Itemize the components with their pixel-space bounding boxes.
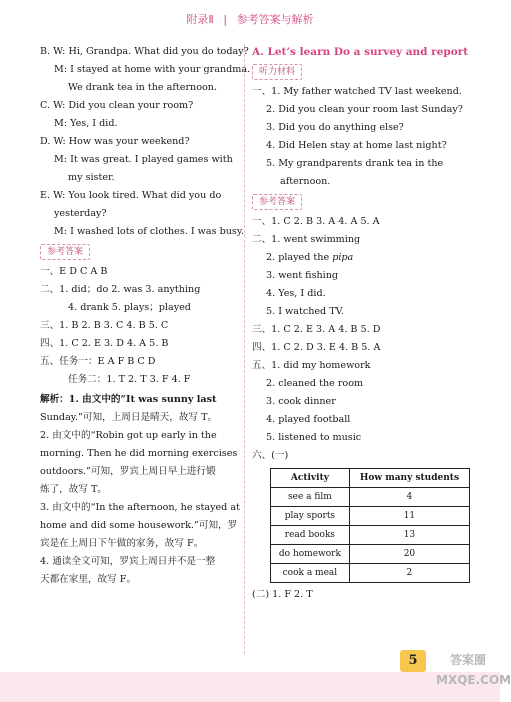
table-row [271, 564, 470, 583]
table-cell-count: 2 [349, 564, 469, 583]
key-5-2: 2. cleaned the room [266, 378, 364, 389]
listening-1: 一、1. My father watched TV last weekend. [252, 86, 462, 97]
analysis-line4: morning. Then he did morning exercises [40, 448, 238, 459]
key-5-3: 3. cook dinner [266, 396, 336, 407]
key-2-5: 5. I watched TV. [266, 306, 344, 317]
dialog-b-line1: B. W: Hi, Grandpa. What did you do today? [40, 46, 249, 57]
answer-5-task2: 任务二：1. T 2. T 3. F 4. F [68, 374, 191, 385]
header-separator: | [223, 13, 228, 26]
answer-key-tag: 参考答案 [40, 244, 90, 260]
table-cell-activity: see a film [271, 488, 350, 507]
answer-key-tag-right: 参考答案 [252, 194, 302, 210]
table-row [271, 526, 470, 545]
page-header [0, 0, 500, 40]
analysis-line6: 炼了，故写 T。 [40, 484, 108, 495]
table-header-count: How many students [349, 469, 469, 488]
key-5-5: 5. listened to music [266, 432, 362, 443]
key-2-2 [252, 252, 480, 264]
analysis-line7: 3. 由文中的“In the afternoon, he stayed at [40, 502, 240, 513]
analysis-line3: 2. 由文中的“Robin got up early in the [40, 430, 217, 441]
table-row [271, 545, 470, 564]
listening-5: 5. My grandparents drank tea in the [266, 158, 444, 169]
analysis-line5: outdoors.”可知，罗宾上周日早上进行锻 [40, 466, 216, 477]
page-number: 5 [400, 650, 426, 672]
key-6-heading: 六、(一) [252, 450, 289, 461]
key-6-part2: (二) 1. F 2. T [252, 589, 313, 600]
analysis-line11: 天都在家里，故写 F。 [40, 574, 137, 585]
key-4: 四、1. C 2. D 3. E 4. B 5. A [252, 342, 381, 353]
watermark-logo: 答案圈 MXQE.COM [436, 653, 511, 687]
analysis-line2: Sunday.”可知，上周日是晴天，故写 T。 [40, 412, 218, 423]
analysis-line8: home and did some housework.”可知，罗 [40, 520, 238, 531]
answer-3: 三、1. B 2. B 3. C 4. B 5. C [40, 320, 169, 331]
table-row [271, 507, 470, 526]
answer-4: 四、1. C 2. E 3. D 4. A 5. B [40, 338, 169, 349]
key-2-1: 二、1. went swimming [252, 234, 361, 245]
analysis-line9: 宾是在上周日下午做的家务，故写 F。 [40, 538, 204, 549]
table-cell-count: 13 [349, 526, 469, 545]
table-cell-activity: read books [271, 526, 350, 545]
listening-5-cont: afternoon. [280, 176, 331, 187]
footer-band [0, 672, 500, 702]
left-column [40, 46, 251, 586]
column-divider [244, 44, 245, 654]
table-header-row [271, 469, 470, 488]
key-1: 一、1. C 2. B 3. A 4. A 5. A [252, 216, 380, 227]
key-2-2-italic: pipa [332, 252, 354, 263]
listening-2: 2. Did you clean your room last Sunday? [266, 104, 463, 115]
analysis-line1: 解析：1. 由文中的“It was sunny last [40, 394, 217, 405]
table-header-activity: Activity [271, 469, 350, 488]
listening-4: 4. Did Helen stay at home last night? [266, 140, 447, 151]
answer-5-task1: 五、任务一：E A F B C D [40, 356, 156, 367]
listening-material-tag: 听力材料 [252, 64, 302, 80]
key-5-1: 五、1. did my homework [252, 360, 371, 371]
dialog-e-line1: E. W: You look tired. What did you do [40, 190, 222, 201]
table-cell-activity: do homework [271, 545, 350, 564]
key-2-2-text: 2. played the [266, 252, 333, 263]
dialog-e-line2: yesterday? [54, 208, 107, 219]
answer-2-cont: 4. drank 5. plays；played [68, 302, 191, 313]
table-cell-activity: play sports [271, 507, 350, 526]
survey-table [270, 468, 470, 583]
section-title: A. Let’s learn Do a survey and report [252, 46, 469, 58]
dialog-d-line1: D. W: How was your weekend? [40, 136, 190, 147]
key-2-3: 3. went fishing [266, 270, 339, 281]
listening-3: 3. Did you do anything else? [266, 122, 404, 133]
dialog-d-line2: M: It was great. I played games with [54, 154, 233, 165]
dialog-c-line1: C. W: Did you clean your room? [40, 100, 194, 111]
dialog-d-line3: my sister. [68, 172, 115, 183]
table-cell-count: 11 [349, 507, 469, 526]
dialog-b-line2: M: I stayed at home with your grandma. [54, 64, 251, 75]
right-column [252, 46, 480, 601]
key-3: 三、1. C 2. E 3. A 4. B 5. D [252, 324, 381, 335]
header-section-title: 参考答案与解析 [236, 13, 314, 26]
dialog-e-line3: M: I washed lots of clothes. I was busy. [54, 226, 245, 237]
table-cell-count: 20 [349, 545, 469, 564]
table-row [271, 488, 470, 507]
dialog-c-line2: M: Yes, I did. [54, 118, 118, 129]
table-cell-activity: cook a meal [271, 564, 350, 583]
analysis-line10: 4. 通读全文可知，罗宾上周日并不是一整 [40, 556, 216, 567]
table-cell-count: 4 [349, 488, 469, 507]
dialog-b-line3: We drank tea in the afternoon. [68, 82, 218, 93]
answer-1: 一、E D C A B [40, 266, 108, 277]
answer-2: 二、1. did；do 2. was 3. anything [40, 284, 201, 295]
header-appendix: 附录Ⅱ [186, 13, 214, 26]
key-5-4: 4. played football [266, 414, 351, 425]
key-2-4: 4. Yes, I did. [266, 288, 326, 299]
